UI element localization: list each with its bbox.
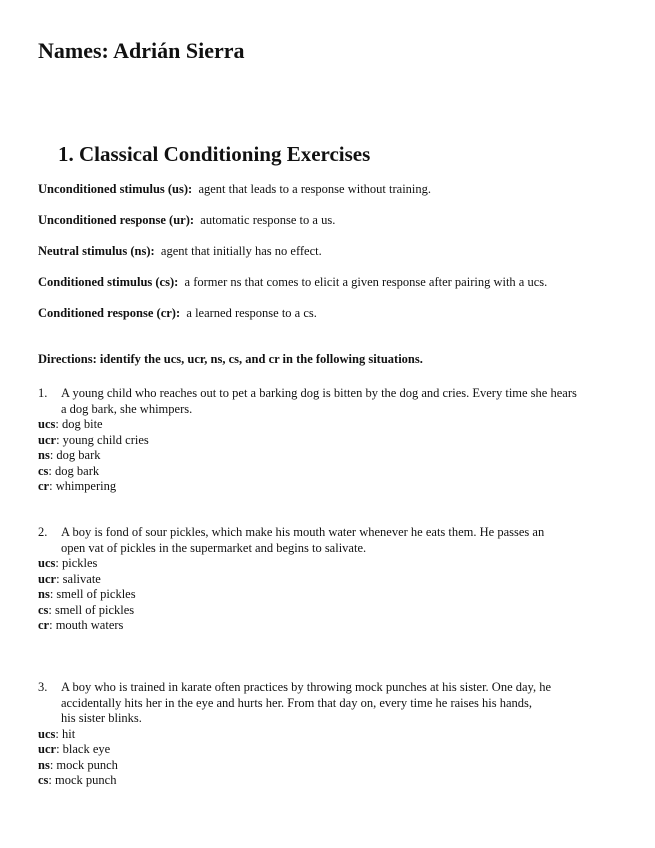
question-number: 3.: [38, 680, 48, 694]
definition-text: a former ns that comes to elicit a given response after pairing with a ucs.: [184, 275, 548, 289]
question-1: [38, 386, 577, 495]
question-3: [38, 680, 551, 789]
answer-value: : smell of pickles: [49, 587, 136, 601]
answer-label: cr: [38, 479, 50, 493]
answer-label: cs: [38, 463, 49, 478]
answer-cs: [38, 603, 544, 619]
question-text: A boy is fond of sour pickles, which make his mouth water whenever he eats them. He passes an: [61, 525, 545, 539]
question-number: 1.: [38, 386, 48, 400]
question-number: 2.: [38, 525, 48, 539]
question-line: [38, 525, 544, 541]
answer-label: ucs: [38, 556, 56, 570]
answer-ucr: [38, 742, 551, 758]
answer-value: : dog bark: [49, 448, 101, 462]
answer-value: : whimpering: [49, 479, 117, 493]
answer-value: : mock punch: [48, 773, 117, 787]
answer-value: : pickles: [55, 556, 98, 570]
question-line: [38, 386, 577, 402]
definition-ur: [38, 213, 335, 228]
answer-value: : hit: [55, 726, 76, 741]
question-text: A boy who is trained in karate often practices by throwing mock punches at his sister. One day, he: [61, 680, 552, 694]
answer-value: : young child cries: [56, 432, 149, 447]
definition-term: Conditioned stimulus (cs):: [38, 275, 179, 289]
question-2: [38, 525, 544, 634]
definition-term: Unconditioned response (ur):: [38, 213, 195, 227]
question-text: open vat of pickles in the supermarket and begins to salivate.: [61, 540, 367, 555]
answer-label: ucs: [38, 726, 56, 741]
definition-cs: [38, 275, 547, 290]
answer-ucr: [38, 433, 577, 449]
answer-label: ns: [38, 448, 50, 462]
answer-cr: [38, 479, 577, 495]
question-line: [38, 680, 551, 696]
definition-term: Neutral stimulus (ns):: [38, 244, 155, 258]
answer-label: ucr: [38, 571, 57, 586]
answer-ucs: [38, 417, 577, 433]
definition-ns: [38, 244, 322, 259]
answer-value: : mock punch: [49, 757, 118, 772]
definition-text: agent that initially has no effect.: [160, 244, 322, 258]
directions: Directions: identify the ucs, ucr, ns, cs, and cr in the following situations.: [38, 352, 423, 366]
definition-text: a learned response to a cs.: [186, 306, 317, 320]
answer-label: ns: [38, 757, 50, 772]
answer-label: ucr: [38, 432, 57, 447]
answer-ucs: [38, 556, 544, 572]
section-title: 1. Classical Conditioning Exercises: [58, 142, 371, 166]
definition-us: [38, 182, 431, 197]
definition-text: automatic response to a us.: [200, 213, 336, 227]
answer-label: cs: [38, 602, 49, 617]
question-text: accidentally hits her in the eye and hurts her. From that day on, every time he raises his hands,: [61, 695, 533, 710]
answer-cr: [38, 618, 544, 634]
question-text: A young child who reaches out to pet a barking dog is bitten by the dog and cries. Every time she hears: [61, 386, 577, 400]
answer-value: : mouth waters: [49, 618, 124, 632]
answer-ucr: [38, 572, 544, 588]
answer-label: ns: [38, 587, 50, 601]
definition-term: Conditioned response (cr):: [38, 306, 181, 320]
answer-value: : smell of pickles: [48, 602, 135, 617]
answer-value: : dog bite: [55, 417, 103, 431]
answer-ns: [38, 587, 544, 603]
definition-cr: [38, 306, 317, 321]
answer-ns: [38, 448, 577, 464]
answer-ucs: [38, 727, 551, 743]
definition-text: agent that leads to a response without training.: [198, 182, 432, 196]
answer-value: : black eye: [56, 742, 111, 756]
answer-label: ucr: [38, 742, 57, 756]
answer-value: : salivate: [56, 571, 101, 586]
definition-term: Unconditioned stimulus (us):: [38, 182, 193, 196]
answer-label: cs: [38, 773, 49, 787]
answer-cs: [38, 464, 577, 480]
question-text: a dog bark, she whimpers.: [61, 401, 193, 416]
answer-ns: [38, 758, 551, 774]
question-text: his sister blinks.: [61, 711, 142, 725]
answer-cs: [38, 773, 551, 789]
answer-value: : dog bark: [48, 463, 100, 478]
answer-label: ucs: [38, 417, 56, 431]
answer-label: cr: [38, 618, 50, 632]
student-names: Names: Adrián Sierra: [38, 38, 245, 63]
